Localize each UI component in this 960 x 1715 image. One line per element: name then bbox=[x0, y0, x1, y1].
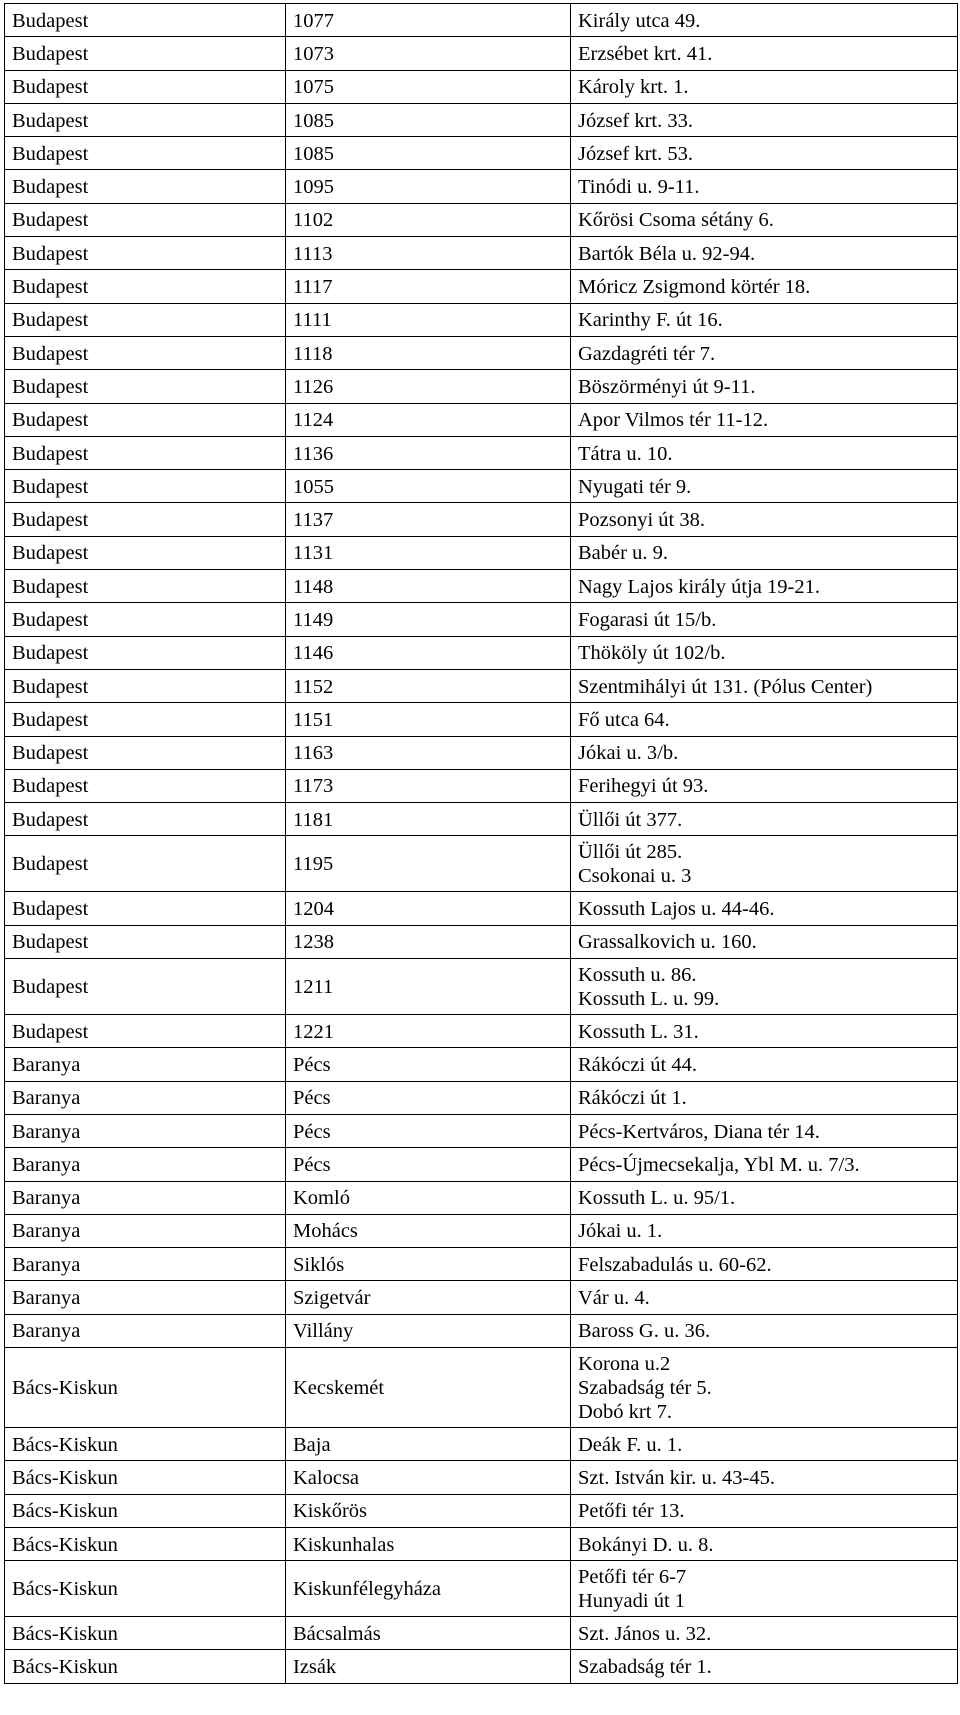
locality-cell: Kiskunfélegyháza bbox=[286, 1561, 571, 1617]
address-cell bbox=[571, 1561, 958, 1617]
table-row bbox=[5, 1347, 958, 1427]
locality-cell: Bácsalmás bbox=[286, 1617, 571, 1650]
address-cell bbox=[571, 1081, 958, 1114]
address-cell bbox=[571, 4, 958, 37]
table-row bbox=[5, 1015, 958, 1048]
table-row bbox=[5, 1427, 958, 1460]
address-cell bbox=[571, 536, 958, 569]
locality-cell: 1085 bbox=[286, 137, 571, 170]
county-cell: Baranya bbox=[5, 1081, 286, 1114]
county-cell: Budapest bbox=[5, 803, 286, 836]
address-line: Pozsonyi út 38. bbox=[578, 509, 705, 532]
table-row bbox=[5, 1281, 958, 1314]
county-cell: Budapest bbox=[5, 570, 286, 603]
locality-cell: Siklós bbox=[286, 1248, 571, 1281]
address-line: Rákóczi út 1. bbox=[578, 1087, 687, 1110]
county-cell: Baranya bbox=[5, 1048, 286, 1081]
county-cell: Baranya bbox=[5, 1148, 286, 1181]
locality-cell: Pécs bbox=[286, 1048, 571, 1081]
county-cell: Budapest bbox=[5, 636, 286, 669]
county-cell: Bács-Kiskun bbox=[5, 1494, 286, 1527]
locality-cell: 1124 bbox=[286, 403, 571, 436]
address-cell bbox=[571, 1461, 958, 1494]
county-cell: Budapest bbox=[5, 403, 286, 436]
table-row bbox=[5, 1114, 958, 1147]
table-row bbox=[5, 403, 958, 436]
locality-cell: 1126 bbox=[286, 370, 571, 403]
address-line: Baross G. u. 36. bbox=[578, 1320, 711, 1343]
address-line: Szentmihályi út 131. (Pólus Center) bbox=[578, 675, 873, 698]
address-line: Üllői út 377. bbox=[578, 808, 683, 831]
county-cell: Bács-Kiskun bbox=[5, 1347, 286, 1427]
address-line: Bartók Béla u. 92-94. bbox=[578, 242, 756, 265]
address-cell bbox=[571, 37, 958, 70]
address-line: Thököly út 102/b. bbox=[578, 642, 726, 665]
address-line: Deák F. u. 1. bbox=[578, 1433, 683, 1456]
table-row bbox=[5, 436, 958, 469]
table-row bbox=[5, 925, 958, 958]
county-cell: Budapest bbox=[5, 370, 286, 403]
address-cell bbox=[571, 1148, 958, 1181]
address-cell bbox=[571, 470, 958, 503]
locality-cell: 1095 bbox=[286, 170, 571, 203]
county-cell: Budapest bbox=[5, 4, 286, 37]
table-row bbox=[5, 470, 958, 503]
address-cell bbox=[571, 959, 958, 1015]
locality-cell: Izsák bbox=[286, 1650, 571, 1683]
locality-cell: 1195 bbox=[286, 836, 571, 892]
address-cell bbox=[571, 1527, 958, 1560]
address-cell bbox=[571, 370, 958, 403]
table-row bbox=[5, 70, 958, 103]
locality-cell: Kecskemét bbox=[286, 1347, 571, 1427]
address-line: Nagy Lajos király útja 19-21. bbox=[578, 575, 820, 598]
locality-cell: 1149 bbox=[286, 603, 571, 636]
address-line: Kossuth L. 31. bbox=[578, 1020, 699, 1043]
address-cell bbox=[571, 1650, 958, 1683]
county-cell: Baranya bbox=[5, 1114, 286, 1147]
table-row bbox=[5, 703, 958, 736]
county-cell: Bács-Kiskun bbox=[5, 1427, 286, 1460]
locality-cell: 1163 bbox=[286, 736, 571, 769]
county-cell: Budapest bbox=[5, 270, 286, 303]
table-row bbox=[5, 1617, 958, 1650]
county-cell: Baranya bbox=[5, 1181, 286, 1214]
address-cell bbox=[571, 636, 958, 669]
table-row bbox=[5, 270, 958, 303]
address-cell bbox=[571, 137, 958, 170]
address-cell bbox=[571, 1015, 958, 1048]
table-row bbox=[5, 1081, 958, 1114]
county-cell: Budapest bbox=[5, 436, 286, 469]
locality-cell: 1152 bbox=[286, 669, 571, 702]
address-cell bbox=[571, 203, 958, 236]
address-line: Jókai u. 1. bbox=[578, 1220, 663, 1243]
county-cell: Budapest bbox=[5, 603, 286, 636]
locality-cell: 1131 bbox=[286, 536, 571, 569]
address-line: Kossuth L. u. 95/1. bbox=[578, 1187, 736, 1210]
locality-cell: 1146 bbox=[286, 636, 571, 669]
address-line: Dobó krt 7. bbox=[578, 1400, 672, 1423]
table-row bbox=[5, 170, 958, 203]
county-cell: Budapest bbox=[5, 836, 286, 892]
table-row bbox=[5, 1561, 958, 1617]
table-row bbox=[5, 769, 958, 802]
address-line: Üllői út 285. bbox=[578, 841, 683, 864]
table-row bbox=[5, 203, 958, 236]
address-line: Tinódi u. 9-11. bbox=[578, 176, 700, 199]
address-cell bbox=[571, 836, 958, 892]
address-cell bbox=[571, 1494, 958, 1527]
county-cell: Budapest bbox=[5, 736, 286, 769]
address-line: Király utca 49. bbox=[578, 9, 701, 32]
county-cell: Bács-Kiskun bbox=[5, 1527, 286, 1560]
address-line: Vár u. 4. bbox=[578, 1287, 650, 1310]
table-row bbox=[5, 1248, 958, 1281]
county-cell: Bács-Kiskun bbox=[5, 1461, 286, 1494]
table-row bbox=[5, 37, 958, 70]
locality-cell: 1075 bbox=[286, 70, 571, 103]
branch-address-table-container bbox=[4, 3, 958, 1684]
address-cell bbox=[571, 103, 958, 136]
locality-cell: Villány bbox=[286, 1314, 571, 1347]
address-line: Fő utca 64. bbox=[578, 708, 670, 731]
table-row bbox=[5, 336, 958, 369]
table-row bbox=[5, 370, 958, 403]
address-cell bbox=[571, 1281, 958, 1314]
address-line: Felszabadulás u. 60-62. bbox=[578, 1253, 772, 1276]
address-cell bbox=[571, 436, 958, 469]
county-cell: Budapest bbox=[5, 892, 286, 925]
branch-address-table bbox=[4, 3, 958, 1684]
address-cell bbox=[571, 1114, 958, 1147]
address-cell bbox=[571, 503, 958, 536]
table-row bbox=[5, 836, 958, 892]
address-cell bbox=[571, 303, 958, 336]
locality-cell: 1102 bbox=[286, 203, 571, 236]
address-cell bbox=[571, 270, 958, 303]
address-cell bbox=[571, 1347, 958, 1427]
county-cell: Budapest bbox=[5, 203, 286, 236]
address-cell bbox=[571, 70, 958, 103]
table-row bbox=[5, 1148, 958, 1181]
address-cell bbox=[571, 1181, 958, 1214]
address-cell bbox=[571, 1314, 958, 1347]
county-cell: Budapest bbox=[5, 103, 286, 136]
locality-cell: 1136 bbox=[286, 436, 571, 469]
address-line: Karinthy F. út 16. bbox=[578, 309, 723, 332]
table-row bbox=[5, 1494, 958, 1527]
address-line: Bokányi D. u. 8. bbox=[578, 1533, 714, 1556]
locality-cell: Mohács bbox=[286, 1214, 571, 1247]
address-cell bbox=[571, 925, 958, 958]
table-row bbox=[5, 137, 958, 170]
address-line: Böszörményi út 9-11. bbox=[578, 375, 756, 398]
address-line: Csokonai u. 3 bbox=[578, 865, 692, 888]
address-line: József krt. 33. bbox=[578, 109, 694, 132]
table-row bbox=[5, 1650, 958, 1683]
county-cell: Bács-Kiskun bbox=[5, 1650, 286, 1683]
locality-cell: 1137 bbox=[286, 503, 571, 536]
county-cell: Budapest bbox=[5, 237, 286, 270]
address-line: Ferihegyi út 93. bbox=[578, 775, 709, 798]
county-cell: Bács-Kiskun bbox=[5, 1617, 286, 1650]
table-row bbox=[5, 892, 958, 925]
address-line: Szabadság tér 5. bbox=[578, 1376, 712, 1399]
locality-cell: Pécs bbox=[286, 1148, 571, 1181]
address-cell bbox=[571, 803, 958, 836]
county-cell: Baranya bbox=[5, 1214, 286, 1247]
locality-cell: Kiskőrös bbox=[286, 1494, 571, 1527]
table-row bbox=[5, 1214, 958, 1247]
county-cell: Budapest bbox=[5, 470, 286, 503]
county-cell: Budapest bbox=[5, 1015, 286, 1048]
locality-cell: 1148 bbox=[286, 570, 571, 603]
address-line: Kossuth u. 86. bbox=[578, 964, 697, 987]
address-line: Kossuth L. u. 99. bbox=[578, 988, 720, 1011]
address-cell bbox=[571, 603, 958, 636]
address-cell bbox=[571, 1617, 958, 1650]
address-line: Rákóczi út 44. bbox=[578, 1053, 697, 1076]
locality-cell: Komló bbox=[286, 1181, 571, 1214]
table-row bbox=[5, 1048, 958, 1081]
address-line: Szt. János u. 32. bbox=[578, 1622, 712, 1645]
address-line: Tátra u. 10. bbox=[578, 442, 673, 465]
locality-cell: 1204 bbox=[286, 892, 571, 925]
address-line: Móricz Zsigmond körtér 18. bbox=[578, 276, 811, 299]
address-cell bbox=[571, 769, 958, 802]
address-line: József krt. 53. bbox=[578, 142, 694, 165]
address-line: Pécs-Újmecsekalja, Ybl M. u. 7/3. bbox=[578, 1153, 860, 1176]
address-cell bbox=[571, 403, 958, 436]
address-line: Hunyadi út 1 bbox=[578, 1590, 686, 1613]
address-line: Apor Vilmos tér 11-12. bbox=[578, 409, 769, 432]
locality-cell: Szigetvár bbox=[286, 1281, 571, 1314]
locality-cell: 1173 bbox=[286, 769, 571, 802]
locality-cell: 1055 bbox=[286, 470, 571, 503]
table-row bbox=[5, 736, 958, 769]
county-cell: Budapest bbox=[5, 336, 286, 369]
address-line: Petőfi tér 13. bbox=[578, 1500, 685, 1523]
locality-cell: 1113 bbox=[286, 237, 571, 270]
address-line: Fogarasi út 15/b. bbox=[578, 608, 717, 631]
county-cell: Budapest bbox=[5, 769, 286, 802]
table-row bbox=[5, 303, 958, 336]
locality-cell: 1151 bbox=[286, 703, 571, 736]
table-row bbox=[5, 237, 958, 270]
address-cell bbox=[571, 237, 958, 270]
table-row bbox=[5, 1461, 958, 1494]
locality-cell: 1085 bbox=[286, 103, 571, 136]
address-line: Károly krt. 1. bbox=[578, 76, 689, 99]
address-cell bbox=[571, 669, 958, 702]
address-line: Nyugati tér 9. bbox=[578, 475, 692, 498]
table-row bbox=[5, 1527, 958, 1560]
county-cell: Budapest bbox=[5, 170, 286, 203]
address-line: Kossuth Lajos u. 44-46. bbox=[578, 898, 775, 921]
address-line: Kőrösi Csoma sétány 6. bbox=[578, 209, 774, 232]
county-cell: Baranya bbox=[5, 1248, 286, 1281]
address-line: Babér u. 9. bbox=[578, 542, 668, 565]
table-row bbox=[5, 959, 958, 1015]
locality-cell: 1111 bbox=[286, 303, 571, 336]
county-cell: Budapest bbox=[5, 70, 286, 103]
locality-cell: Kiskunhalas bbox=[286, 1527, 571, 1560]
address-cell bbox=[571, 170, 958, 203]
address-line: Korona u.2 bbox=[578, 1352, 671, 1375]
table-row bbox=[5, 669, 958, 702]
locality-cell: 1117 bbox=[286, 270, 571, 303]
table-row bbox=[5, 570, 958, 603]
county-cell: Bács-Kiskun bbox=[5, 1561, 286, 1617]
county-cell: Budapest bbox=[5, 669, 286, 702]
address-line: Petőfi tér 6-7 bbox=[578, 1566, 687, 1589]
locality-cell: 1073 bbox=[286, 37, 571, 70]
county-cell: Budapest bbox=[5, 925, 286, 958]
table-row bbox=[5, 1181, 958, 1214]
address-line: Jókai u. 3/b. bbox=[578, 742, 679, 765]
table-row bbox=[5, 103, 958, 136]
address-cell bbox=[571, 892, 958, 925]
address-cell bbox=[571, 1048, 958, 1081]
county-cell: Budapest bbox=[5, 536, 286, 569]
address-cell bbox=[571, 736, 958, 769]
table-row bbox=[5, 536, 958, 569]
table-row bbox=[5, 603, 958, 636]
locality-cell: Pécs bbox=[286, 1081, 571, 1114]
locality-cell: Pécs bbox=[286, 1114, 571, 1147]
table-row bbox=[5, 503, 958, 536]
county-cell: Budapest bbox=[5, 503, 286, 536]
address-line: Grassalkovich u. 160. bbox=[578, 931, 757, 954]
county-cell: Budapest bbox=[5, 959, 286, 1015]
table-row bbox=[5, 803, 958, 836]
address-cell bbox=[571, 570, 958, 603]
locality-cell: 1238 bbox=[286, 925, 571, 958]
county-cell: Baranya bbox=[5, 1281, 286, 1314]
address-line: Szt. István kir. u. 43-45. bbox=[578, 1466, 776, 1489]
address-line: Gazdagréti tér 7. bbox=[578, 342, 716, 365]
table-body bbox=[5, 4, 958, 1684]
county-cell: Baranya bbox=[5, 1314, 286, 1347]
county-cell: Budapest bbox=[5, 37, 286, 70]
address-line: Erzsébet krt. 41. bbox=[578, 42, 713, 65]
locality-cell: 1077 bbox=[286, 4, 571, 37]
address-line: Pécs-Kertváros, Diana tér 14. bbox=[578, 1120, 820, 1143]
table-row bbox=[5, 636, 958, 669]
county-cell: Budapest bbox=[5, 703, 286, 736]
address-cell bbox=[571, 1248, 958, 1281]
locality-cell: Kalocsa bbox=[286, 1461, 571, 1494]
county-cell: Budapest bbox=[5, 137, 286, 170]
locality-cell: 1221 bbox=[286, 1015, 571, 1048]
locality-cell: Baja bbox=[286, 1427, 571, 1460]
locality-cell: 1181 bbox=[286, 803, 571, 836]
locality-cell: 1211 bbox=[286, 959, 571, 1015]
address-cell bbox=[571, 703, 958, 736]
address-cell bbox=[571, 1427, 958, 1460]
address-cell bbox=[571, 1214, 958, 1247]
table-row bbox=[5, 1314, 958, 1347]
address-cell bbox=[571, 336, 958, 369]
table-row bbox=[5, 4, 958, 37]
locality-cell: 1118 bbox=[286, 336, 571, 369]
address-line: Szabadság tér 1. bbox=[578, 1656, 712, 1679]
county-cell: Budapest bbox=[5, 303, 286, 336]
